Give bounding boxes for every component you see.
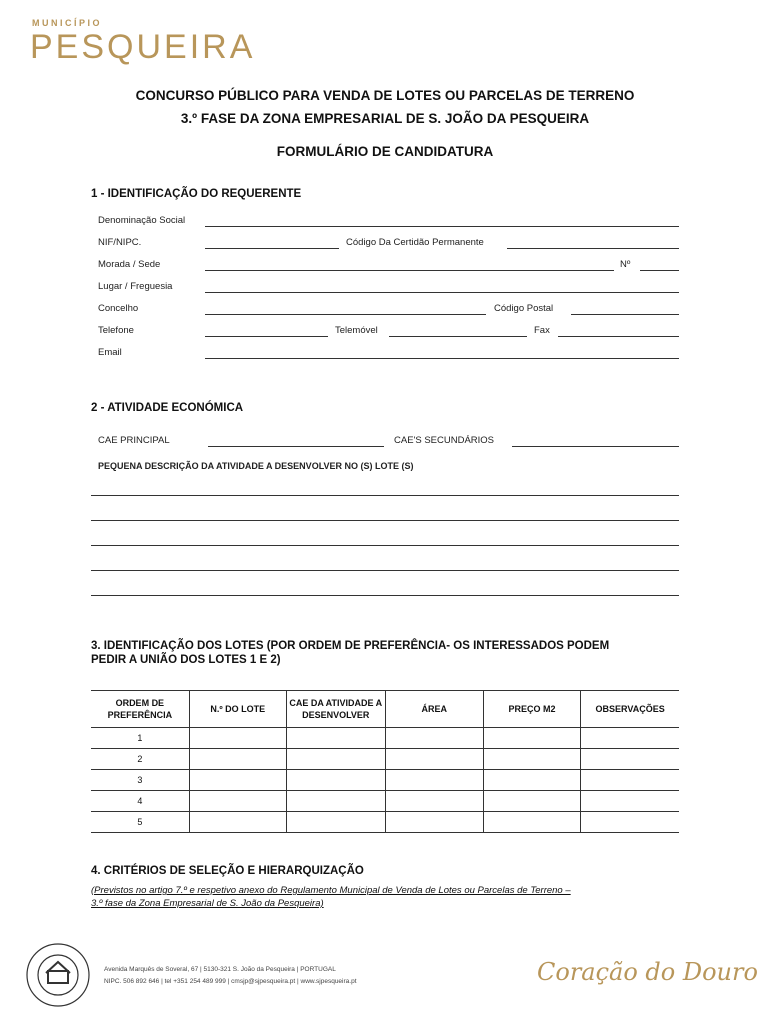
cell-cae[interactable]: [286, 791, 385, 812]
codigo-postal-label: Código Postal: [494, 303, 554, 314]
cell-preco[interactable]: [483, 749, 580, 770]
col-lote: N.º DO LOTE: [189, 691, 286, 728]
cell-lote[interactable]: [189, 728, 286, 749]
section3-heading-line1: 3. IDENTIFICAÇÃO DOS LOTES (POR ORDEM DE PREFERÊNCIA- OS INTERESSADOS PODEM: [91, 640, 610, 652]
denominacao-label: Denominação Social: [98, 215, 186, 226]
cell-cae[interactable]: [286, 770, 385, 791]
descricao-label: PEQUENA DESCRIÇÃO DA ATIVIDADE A DESENVOLVER NO (S) LOTE (S): [98, 461, 414, 471]
fax-field[interactable]: [558, 336, 679, 337]
email-field[interactable]: [205, 358, 679, 359]
cell-lote[interactable]: [189, 749, 286, 770]
telefone-label: Telefone: [98, 325, 134, 336]
cae-secundarios-label: CAE'S SECUNDÁRIOS: [394, 435, 495, 446]
coracao-douro-signature: Coração do Douro: [537, 958, 758, 986]
cae-principal-field[interactable]: [208, 446, 384, 447]
cell-area[interactable]: [385, 791, 483, 812]
email-label: Email: [98, 347, 122, 358]
descricao-line-4[interactable]: [91, 570, 679, 571]
table-row: [91, 749, 679, 770]
cell-preco[interactable]: [483, 770, 580, 791]
footer-contacts: NIPC. 506 892 646 | tel +351 254 489 999 | cmsjp@sjpesqueira.pt | www.sjpesqueira.pt: [104, 978, 357, 985]
cell-cae[interactable]: [286, 749, 385, 770]
lots-table: [91, 690, 679, 833]
nif-field[interactable]: [205, 248, 339, 249]
section3-heading-line2: PEDIR A UNIÃO DOS LOTES 1 E 2): [91, 654, 281, 666]
row-order: 4: [91, 791, 189, 812]
numero-label: Nº: [620, 259, 631, 270]
cell-observacoes[interactable]: [581, 812, 679, 833]
certidao-field[interactable]: [507, 248, 679, 249]
row-order: 3: [91, 770, 189, 791]
cell-observacoes[interactable]: [581, 770, 679, 791]
telemovel-label: Telemóvel: [335, 325, 378, 336]
cell-area[interactable]: [385, 728, 483, 749]
logo-pesqueira: PESQUEIRA: [30, 28, 256, 66]
col-ordem: ORDEM DE PREFERÊNCIA: [91, 691, 189, 728]
numero-field[interactable]: [640, 270, 679, 271]
telemovel-field[interactable]: [389, 336, 527, 337]
cell-area[interactable]: [385, 749, 483, 770]
descricao-line-3[interactable]: [91, 545, 679, 546]
unesco-seal-icon: [25, 942, 91, 1008]
col-preco: PREÇO M2: [483, 691, 580, 728]
footer-address: Avenida Marquês de Soveral, 67 | 5130-321 S. João da Pesqueira | PORTUGAL: [104, 966, 336, 973]
col-cae: CAE DA ATIVIDADE A DESENVOLVER: [286, 691, 385, 728]
section2-heading: 2 - ATIVIDADE ECONÓMICA: [91, 402, 244, 414]
certidao-label: Código Da Certidão Permanente: [346, 237, 484, 248]
descricao-line-1[interactable]: [91, 495, 679, 496]
col-area: ÁREA: [385, 691, 483, 728]
lugar-label: Lugar / Freguesia: [98, 281, 173, 292]
cell-lote[interactable]: [189, 791, 286, 812]
cell-area[interactable]: [385, 770, 483, 791]
document-title-line1: CONCURSO PÚBLICO PARA VENDA DE LOTES OU PARCELAS DE TERRENO: [135, 88, 635, 103]
cell-observacoes[interactable]: [581, 728, 679, 749]
cell-lote[interactable]: [189, 770, 286, 791]
section1-heading: 1 - IDENTIFICAÇÃO DO REQUERENTE: [91, 188, 302, 200]
cell-cae[interactable]: [286, 812, 385, 833]
row-order: 1: [91, 728, 189, 749]
table-row: [91, 812, 679, 833]
morada-label: Morada / Sede: [98, 259, 161, 270]
cell-preco[interactable]: [483, 728, 580, 749]
nif-label: NIF/NIPC.: [98, 237, 142, 248]
cell-cae[interactable]: [286, 728, 385, 749]
row-order: 5: [91, 812, 189, 833]
concelho-field[interactable]: [205, 314, 486, 315]
table-row: [91, 770, 679, 791]
cell-observacoes[interactable]: [581, 791, 679, 812]
denominacao-field[interactable]: [205, 226, 679, 227]
section4-heading: 4. CRITÉRIOS DE SELEÇÃO E HIERARQUIZAÇÃO: [91, 865, 364, 877]
row-order: 2: [91, 749, 189, 770]
cell-lote[interactable]: [189, 812, 286, 833]
col-observacoes: OBSERVAÇÕES: [581, 691, 679, 728]
codigo-postal-field[interactable]: [571, 314, 679, 315]
section4-note-line1: (Previstos no artigo 7.º e respetivo anexo do Regulamento Municipal de Venda de Lotes ou Parcelas de Terreno –: [91, 885, 571, 896]
form-title: FORMULÁRIO DE CANDIDATURA: [276, 144, 494, 159]
descricao-line-2[interactable]: [91, 520, 679, 521]
concelho-label: Concelho: [98, 303, 139, 314]
fax-label: Fax: [534, 325, 550, 336]
cell-area[interactable]: [385, 812, 483, 833]
cell-preco[interactable]: [483, 812, 580, 833]
table-row: [91, 791, 679, 812]
cell-preco[interactable]: [483, 791, 580, 812]
document-title-line2: 3.º FASE DA ZONA EMPRESARIAL DE S. JOÃO DA PESQUEIRA: [180, 111, 590, 126]
cell-observacoes[interactable]: [581, 749, 679, 770]
morada-field[interactable]: [205, 270, 614, 271]
cae-secundarios-field[interactable]: [512, 446, 679, 447]
section4-note-line2: 3.º fase da Zona Empresarial de S. João da Pesqueira): [91, 898, 324, 909]
lugar-field[interactable]: [205, 292, 679, 293]
logo-municipio-label: MUNICÍPIO: [32, 18, 103, 28]
descricao-line-5[interactable]: [91, 595, 679, 596]
telefone-field[interactable]: [205, 336, 328, 337]
cae-principal-label: CAE PRINCIPAL: [98, 435, 170, 446]
lots-table-header: [91, 691, 679, 728]
table-row: [91, 728, 679, 749]
